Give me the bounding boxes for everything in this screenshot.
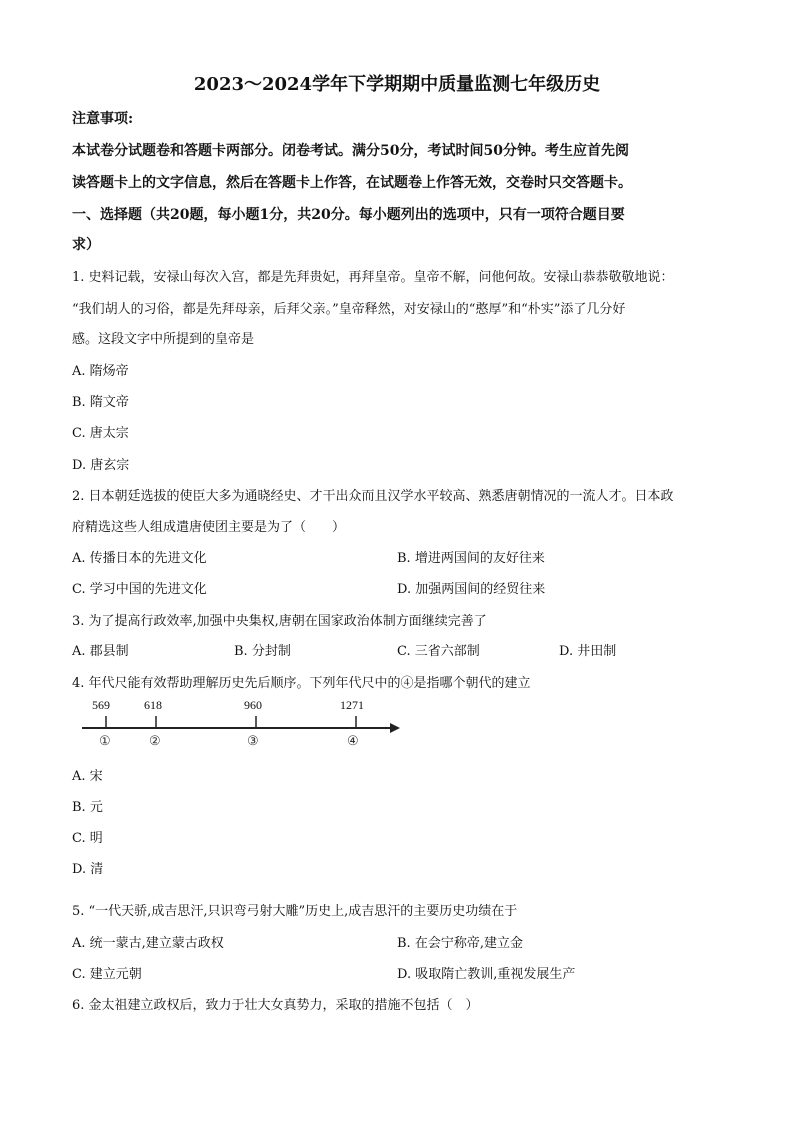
- timeline-year-3: 960: [244, 698, 262, 712]
- q2-option-c: C. 学习中国的先进文化: [72, 582, 207, 597]
- q3-option-c: C. 三省六部制: [397, 644, 480, 659]
- q5-option-c: C. 建立元朝: [72, 967, 142, 982]
- q1-option-d: D. 唐玄宗: [72, 458, 130, 473]
- q4-option-d: D. 清: [72, 862, 104, 877]
- section-heading-line-2: 求）: [72, 237, 100, 253]
- q3-stem: 3. 为了提高行政效率,加强中央集权,唐朝在国家政治体制方面继续完善了: [72, 614, 487, 629]
- notice-line-2: 读答题卡上的文字信息，然后在答题卡上作答，在试题卷上作答无效，交卷时只交答题卡。: [72, 175, 632, 191]
- timeline-arrow-icon: [390, 723, 400, 733]
- timeline-mark-4: ④: [347, 734, 359, 749]
- q1-option-c: C. 唐太宗: [72, 426, 129, 441]
- q5-option-b: B. 在会宁称帝,建立金: [397, 936, 523, 951]
- notice-line-1: 本试卷分试题卷和答题卡两部分。闭卷考试。满分50分，考试时间50分钟。考生应首先阅: [72, 143, 629, 159]
- q1-stem-line-1: 1. 史料记载，安禄山每次入宫，都是先拜贵妃，再拜皇帝。皇帝不解，问他何故。安禄山恭恭敬敬地说：: [72, 270, 674, 285]
- q2-option-b: B. 增进两国间的友好往来: [397, 551, 545, 566]
- q1-stem-line-3: 感。这段文字中所提到的皇帝是: [72, 332, 255, 347]
- q4-option-a: A. 宋: [72, 769, 103, 784]
- timeline-mark-2: ②: [149, 734, 161, 749]
- q5-option-a: A. 统一蒙古,建立蒙古政权: [72, 936, 224, 951]
- q3-option-d: D. 井田制: [559, 644, 617, 659]
- q4-stem: 4. 年代尺能有效帮助理解历史先后顺序。下列年代尺中的④是指哪个朝代的建立: [72, 676, 531, 691]
- q1-option-a: A. 隋炀帝: [72, 364, 129, 379]
- q2-option-d: D. 加强两国间的经贸往来: [397, 582, 546, 597]
- q5-option-d: D. 吸取隋亡教训,重视发展生产: [397, 967, 576, 982]
- timeline-year-2: 618: [144, 698, 162, 712]
- q6-stem: 6. 金太祖建立政权后，致力于壮大女真势力，采取的措施不包括（ ）: [72, 998, 479, 1013]
- timeline-figure: [78, 698, 408, 754]
- q2-stem-line-2: 府精选这些人组成遣唐使团主要是为了（ ）: [72, 520, 346, 535]
- notice-heading: 注意事项:: [72, 111, 134, 127]
- timeline-mark-1: ①: [99, 734, 111, 749]
- q3-option-b: B. 分封制: [234, 644, 291, 659]
- q3-option-a: A. 郡县制: [72, 644, 129, 659]
- q1-stem-line-2: “我们胡人的习俗，都是先拜母亲，后拜父亲。”皇帝释然，对安禄山的“憨厚”和“朴实”添了几分好: [72, 302, 626, 317]
- q4-option-c: C. 明: [72, 831, 103, 846]
- timeline-mark-3: ③: [247, 734, 259, 749]
- q1-option-b: B. 隋文帝: [72, 395, 129, 410]
- q4-option-b: B. 元: [72, 800, 103, 815]
- section-heading-line-1: 一、选择题（共20题，每小题1分，共20分。每小题列出的选项中，只有一项符合题目要: [72, 207, 625, 223]
- q2-option-a: A. 传播日本的先进文化: [72, 551, 207, 566]
- page-title: 2023～2024学年下学期期中质量监测七年级历史: [193, 74, 601, 95]
- q2-stem-line-1: 2. 日本朝廷选拔的使臣大多为通晓经史、才干出众而且汉学水平较高、熟悉唐朝情况的一流人才。日本政: [72, 489, 674, 504]
- q5-stem: 5. “一代天骄,成吉思汗,只识弯弓射大雕”历史上,成吉思汗的主要历史功绩在于: [72, 904, 518, 919]
- timeline-year-4: 1271: [340, 698, 364, 712]
- timeline-year-1: 569: [92, 698, 110, 712]
